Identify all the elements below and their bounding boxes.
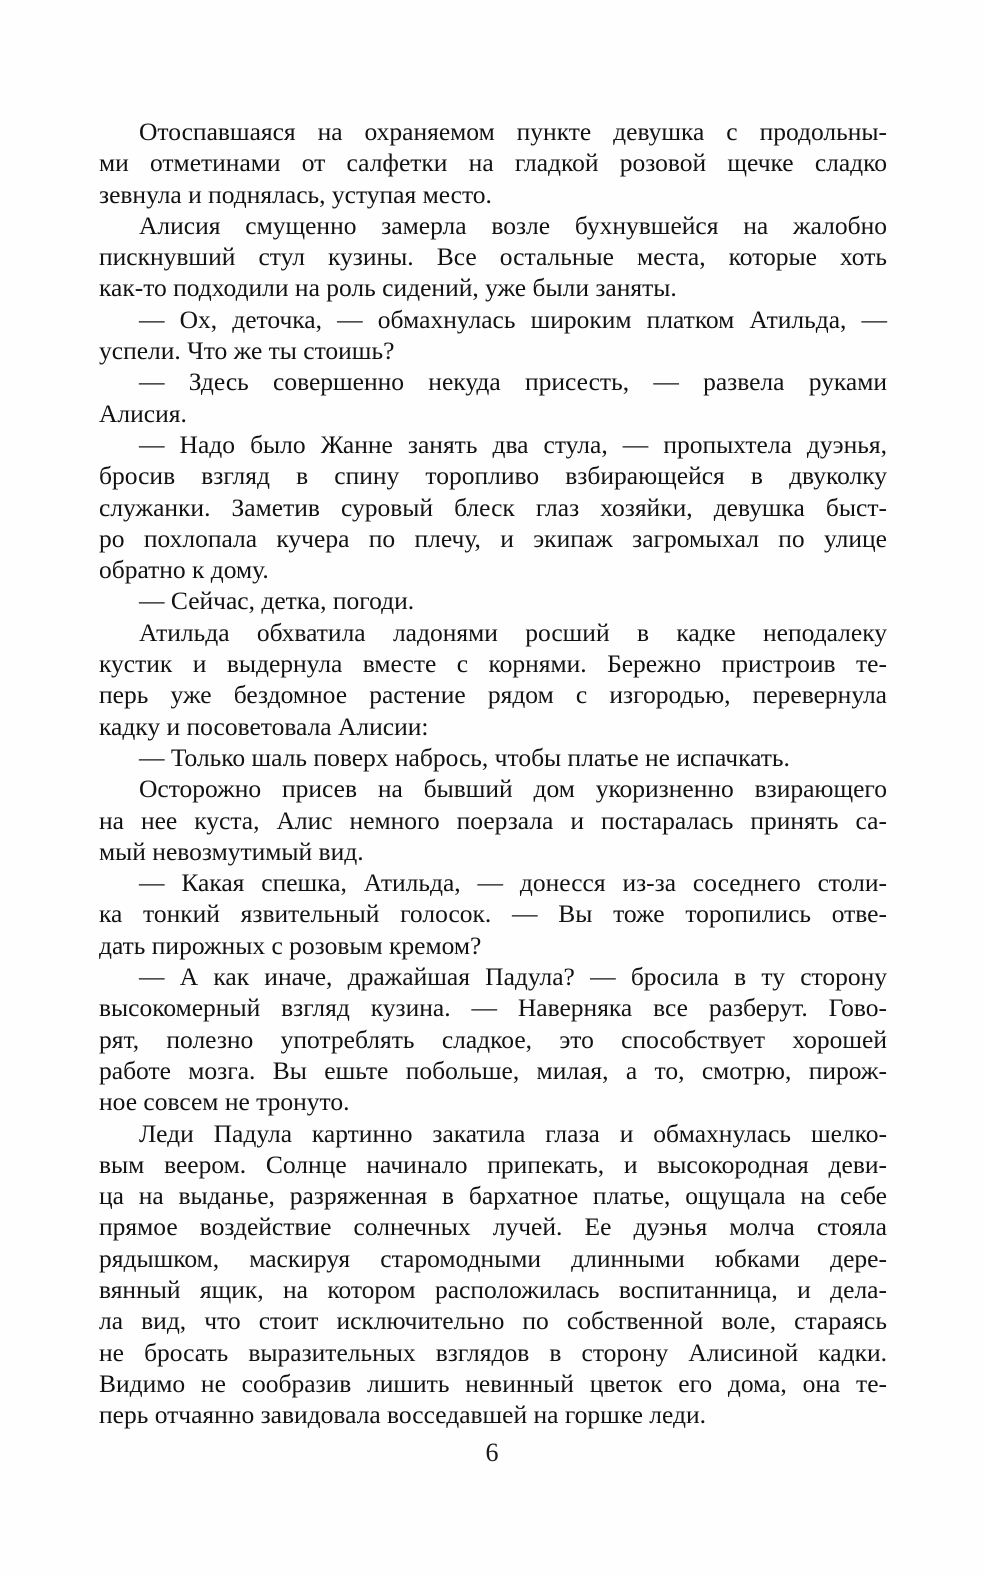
text-line: ми отметинами от салфетки на гладкой розовой щечке сладко — [99, 148, 887, 178]
paragraph — [99, 742, 887, 773]
paragraph — [99, 366, 887, 429]
text-line: пискнувший стул кузины. Все остальные места, которые хоть — [99, 242, 887, 272]
text-line: вым веером. Солнце начинало припекать, и высокородная деви- — [99, 1149, 887, 1179]
text-line: — Ох, деточка, — обмахнулась широким платком Атильда, — — [139, 304, 887, 334]
paragraph — [99, 429, 887, 585]
text-line: — Надо было Жанне занять два стула, — пропыхтела дуэнья, — [139, 429, 887, 459]
text-line: мый невозмутимый вид. — [99, 836, 364, 866]
text-line: ла вид, что стоит исключительно по собственной воле, стараясь — [99, 1306, 887, 1336]
text-line: — Сейчас, детка, погоди. — [139, 586, 415, 616]
text-line: зевнула и поднялась, уступая место. — [99, 179, 492, 209]
text-line: служанки. Заметив суровый блеск глаз хозяйки, девушка быст- — [99, 492, 887, 522]
text-line: — Какая спешка, Атильда, — донесся из-за соседнего столи- — [139, 868, 887, 898]
text-line: — Здесь совершенно некуда присесть, — развела руками — [139, 367, 887, 397]
text-line: перь уже бездомное растение рядом с изгородью, перевернула — [99, 680, 887, 710]
text-line: ца на выданье, разряженная в бархатное платье, ощущала на себе — [99, 1181, 887, 1211]
paragraph — [99, 116, 887, 210]
text-line: на нее куста, Алис немного поерзала и постаралась принять са- — [99, 805, 887, 835]
text-line: успели. Что же ты стоишь? — [99, 336, 395, 366]
text-line: Атильда обхватила ладонями росший в кадке неподалеку — [139, 617, 887, 647]
text-line: вянный ящик, на котором расположилась воспитанница, и дела- — [99, 1274, 887, 1304]
text-line: бросив взгляд в спину торопливо взбирающейся в двуколку — [99, 461, 887, 491]
paragraph — [99, 773, 887, 867]
text-line: прямое воздействие солнечных лучей. Ее дуэнья молча стояла — [99, 1212, 887, 1242]
text-line: — Только шаль поверх набрось, чтобы платье не испачкать. — [139, 742, 790, 772]
text-line: Леди Падула картинно закатила глаза и обмахнулась шелко- — [139, 1118, 887, 1148]
text-line: Алисия смущенно замерла возле бухнувшейся на жалобно — [139, 210, 887, 240]
paragraph — [99, 867, 887, 961]
paragraph — [99, 210, 887, 304]
text-line: рят, полезно употреблять сладкое, это способствует хорошей — [99, 1024, 887, 1054]
text-line: как-то подходили на роль сидений, уже были заняты. — [99, 273, 677, 303]
text-line: перь отчаянно завидовала восседавшей на горшке леди. — [99, 1400, 706, 1430]
page-number: 6 — [485, 1438, 499, 1467]
text-line: кустик и выдернула вместе с корнями. Бережно пристроив те- — [99, 649, 887, 679]
text-line: кадку и посоветовала Алисии: — [99, 711, 429, 741]
text-line: Видимо не сообразив лишить невинный цветок его дома, она те- — [99, 1368, 887, 1398]
page-text — [99, 116, 887, 1430]
text-line: ро похлопала кучера по плечу, и экипаж загромыхал по улице — [99, 523, 887, 553]
paragraph — [99, 1118, 887, 1431]
paragraph — [99, 304, 887, 367]
paragraph — [99, 961, 887, 1117]
text-line: дать пирожных с розовым кремом? — [99, 930, 482, 960]
paragraph — [99, 617, 887, 742]
text-line: — А как иначе, дражайшая Падула? — бросила в ту сторону — [139, 962, 887, 992]
paragraph — [99, 585, 887, 616]
text-line: высокомерный взгляд кузина. — Наверняка все разберут. Гово- — [99, 993, 887, 1023]
text-line: не бросать выразительных взглядов в сторону Алисиной кадки. — [99, 1337, 887, 1367]
text-line: работе мозга. Вы ешьте побольше, милая, а то, смотрю, пирож- — [99, 1055, 887, 1085]
text-line: ка тонкий язвительный голосок. — Вы тоже торопились отве- — [99, 899, 887, 929]
text-line: Алисия. — [99, 398, 187, 428]
text-line: Отоспавшаяся на охраняемом пункте девушка с продольны- — [139, 117, 887, 146]
text-line: ное совсем не тронуто. — [99, 1087, 350, 1117]
text-line: обратно к дому. — [99, 555, 269, 585]
text-line: рядышком, маскируя старомодными длинными юбками дере- — [99, 1243, 887, 1273]
text-line: Осторожно присев на бывший дом укоризненно взирающего — [139, 774, 887, 804]
